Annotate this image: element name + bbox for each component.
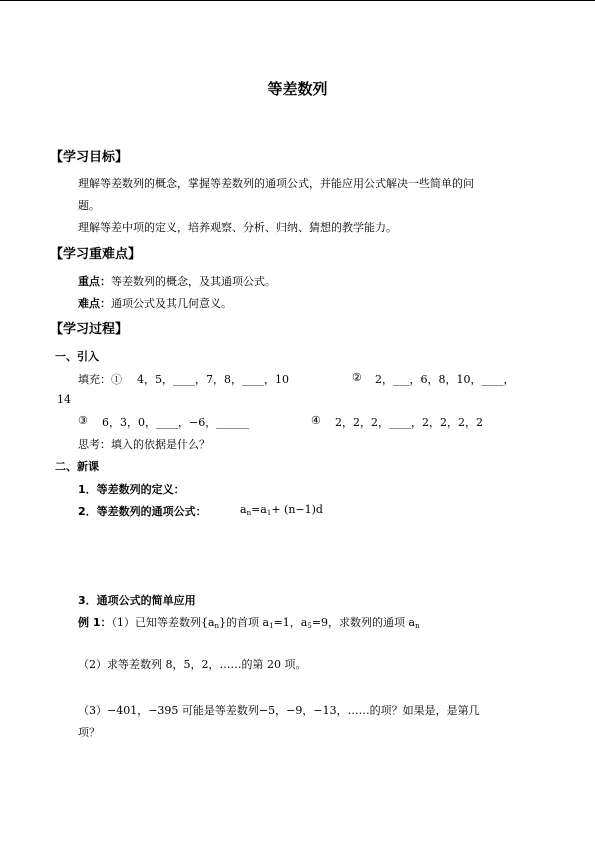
example-1-part-3-cont: 项？ — [78, 726, 100, 739]
goals-heading: 【学习目标】 — [50, 150, 129, 165]
sequence-1: 4，5，____，7，8，____，10 — [137, 373, 289, 386]
new-lesson-heading: 二、新课 — [55, 460, 99, 473]
key-point — [78, 273, 276, 289]
circle-4: ④ — [311, 414, 321, 427]
example-1-part-2: （2）求等差数列 8，5，2，……的第 20 项。 — [78, 658, 307, 671]
key-label: 重点： — [78, 275, 111, 288]
example-1-part-3: （3）−401，−395 可能是等差数列−5，−9，−13，……的项？如果是，是第几 — [78, 704, 480, 717]
hard-text: 通项公式及其几何意义。 — [111, 297, 232, 310]
goals-line1-cont: 题。 — [78, 199, 100, 212]
hard-point — [78, 295, 232, 311]
sequence-3: 6，3，0，____，−6，______ — [102, 416, 250, 429]
top-rule — [0, 0, 595, 1]
hard-label: 难点： — [78, 297, 111, 310]
sequence-2-cont: 14 — [57, 393, 71, 406]
definition-item: 1．等差数列的定义： — [78, 483, 185, 496]
application-item: 3．通项公式的简单应用 — [78, 594, 196, 607]
circle-3: ③ — [78, 414, 88, 427]
sequence-2: 2，___，6，8，10，____， — [375, 373, 515, 386]
goals-line1: 理解等差数列的概念，掌握等差数列的通项公式，并能应用公式解决一些简单的问 — [78, 177, 474, 190]
process-heading: 【学习过程】 — [50, 322, 129, 337]
think-question: 思考：填入的依据是什么？ — [78, 438, 210, 451]
sequence-4: 2，2，2，____，2，2，2，2 — [335, 416, 483, 429]
keypoints-heading: 【学习重难点】 — [50, 247, 142, 262]
circle-2: ② — [352, 371, 362, 384]
general-term-formula: $a_n=a_1+ (n-1)d$ — [240, 503, 323, 517]
key-text: 等差数列的概念，及其通项公式。 — [111, 275, 276, 288]
fill-label: 填充：① — [78, 373, 122, 386]
formula-item: 2．等差数列的通项公式： — [78, 505, 207, 518]
page-title: 等差数列 — [267, 80, 328, 98]
example-label: 例 1： — [78, 616, 112, 629]
example-1-part-1: 例 1：（1）已知等差数列$\{a_n\}$的首项 $a_1=1$，$a_5=9$，求数列的通项 $a_n$ — [78, 616, 420, 630]
goals-line2: 理解等差中项的定义，培养观察、分析、归纳、猜想的教学能力。 — [78, 221, 397, 234]
intro-heading: 一、引入 — [55, 350, 99, 363]
